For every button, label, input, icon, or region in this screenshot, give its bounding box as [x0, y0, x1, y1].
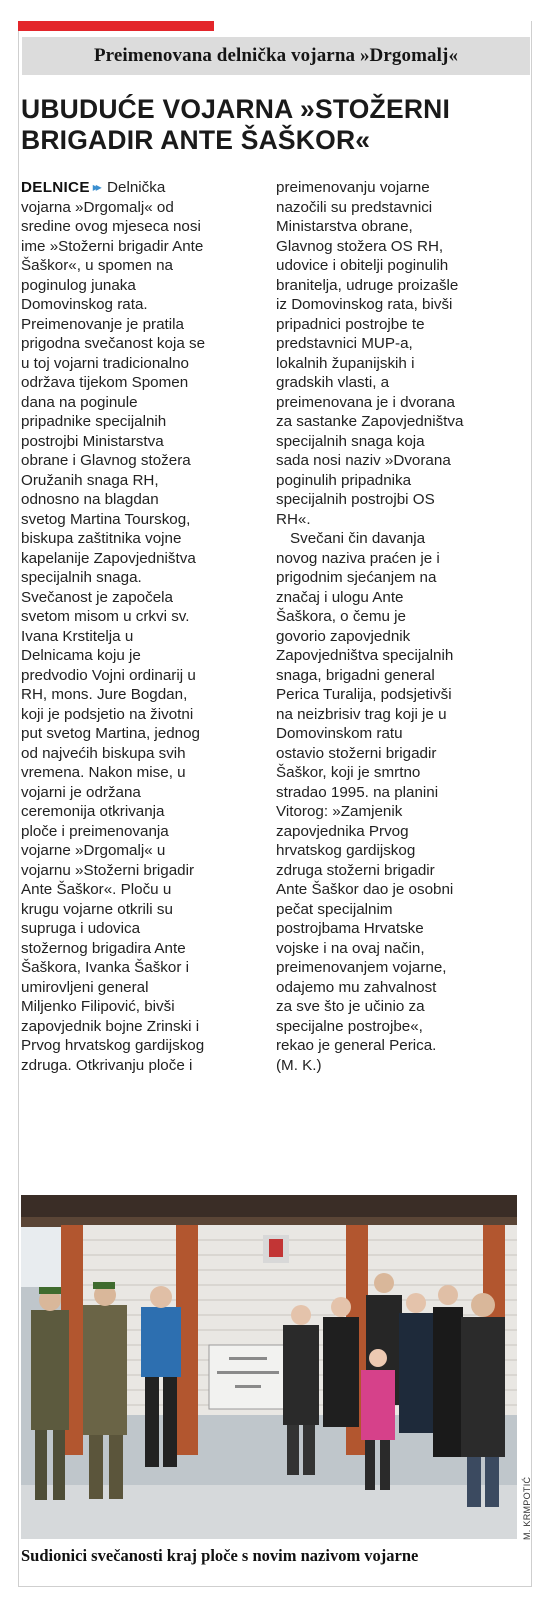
text-line: održava tijekom Spomen [21, 374, 189, 391]
text-line: Vitorog: »Zamjenik [276, 803, 403, 820]
text-line: odnosno na blagdan [21, 491, 159, 508]
text-line: prigodna svečanost koja se [21, 335, 206, 352]
text-line: postrojbi Ministarstva [21, 432, 164, 450]
text-line: specijalnih snaga. [21, 569, 142, 586]
first-line [21, 178, 261, 198]
text-line: Šaškora, o čemu je [276, 608, 406, 625]
text-line: predvodio Vojni ordinarij u [21, 666, 196, 684]
article-photo [21, 1195, 517, 1539]
text-line: vojske i na ovaj način, [276, 939, 425, 957]
text-line: RH«. [276, 510, 311, 528]
text-line: Šaškor«, u spomen na [21, 257, 173, 274]
text-line: sredine ovog mjeseca nosi [21, 218, 201, 235]
text-line: vojarne »Drgomalj« u [21, 842, 166, 859]
text-line: udovice i obitelji poginulih [276, 257, 449, 274]
text-line: Šaškor, koji je smrtno [276, 764, 421, 781]
text-line: Ivana Krstitelja u [21, 627, 134, 645]
text-line: preimenovanju vojarne [276, 179, 430, 196]
right-column-lines [276, 178, 526, 1075]
text-line: ostavio stožerni brigadir [276, 744, 437, 762]
dateline-arrow-icon: ▸▸ [92, 180, 99, 194]
text-line: svetom misom u crkvi sv. [21, 608, 190, 625]
text-line: Miljenko Filipović, bivši [21, 998, 175, 1015]
text-line: u toj vojarni tradicionalno [21, 354, 190, 372]
text-line: gradskih vlasti, a [276, 374, 390, 391]
dateline: DELNICE [21, 179, 90, 196]
text-line: Delnicama koju je [21, 647, 141, 664]
text-line: Svečanost je započela [21, 588, 173, 606]
text-line: branitelja, udruge proizašle [276, 276, 459, 294]
text-line: poginulih pripadnika [276, 471, 412, 489]
text-line: rekao je general Perica. [276, 1037, 437, 1054]
text-line: Domovinskom ratu [276, 725, 403, 742]
text-line: obrane i Glavnog stožera [21, 452, 191, 469]
section-accent-bar [18, 21, 214, 31]
text-line: nazočili su predstavnici [276, 198, 433, 216]
text-line: specijalnih snaga koja [276, 432, 425, 450]
article-column-right [276, 178, 526, 1075]
text-line: poginulog junaka [21, 276, 136, 294]
text-line: vojarnu »Stožerni brigadir [21, 861, 195, 879]
text-line: umirovljeni general [21, 978, 149, 996]
text-line: prigodnim sjećanjem na [276, 569, 437, 586]
text-line: vremena. Nakon mise, u [21, 764, 186, 781]
text-line: snaga, brigadni general [276, 666, 435, 684]
text-line: (M. K.) [276, 1056, 322, 1074]
kicker: Preimenovana delnička vojarna »Drgomalj« [22, 37, 530, 75]
text-line: postrojbama Hrvatske [276, 920, 424, 937]
text-line: Ante Šaškor«. Ploču u [21, 881, 172, 898]
text-line: ploče i preimenovanja [21, 822, 169, 840]
text-line: preimenovanjem vojarne, [276, 959, 447, 976]
text-line: RH, mons. Jure Bogdan, [21, 686, 188, 703]
text-line: stožernog brigadira Ante [21, 939, 186, 957]
text-line: Delnička [102, 179, 166, 196]
text-line: biskupa zaštitnika vojne [21, 530, 182, 547]
text-line: koji je podsjetio na životni [21, 705, 194, 723]
text-line: pripadnici postrojbe te [276, 315, 425, 333]
headline-line-2: BRIGADIR ANTE ŠAŠKOR« [21, 125, 371, 155]
text-line: specijalne postrojbe«, [276, 1017, 423, 1035]
text-line: sada nosi naziv »Dvorana [276, 452, 451, 469]
headline [21, 94, 531, 156]
text-line: kapelanije Zapovjedništva [21, 549, 196, 567]
text-line: supruga i udovica [21, 920, 141, 937]
text-line: zapovjednika Prvog [276, 822, 409, 840]
text-line: Domovinskog rata. [21, 296, 148, 313]
text-line: put svetog Martina, jednog [21, 725, 200, 742]
text-line: za sve što je učinio za [276, 998, 425, 1015]
text-line: Šaškora, Ivanka Šaškor i [21, 959, 189, 976]
text-line: preimenovana je i dvorana [276, 393, 455, 411]
text-line: značaj i ulogu Ante [276, 588, 404, 606]
text-line: na neizbrisiv trag koji je u [276, 705, 447, 723]
text-line: svetog Martina Tourskog, [21, 510, 191, 528]
text-line: ceremonija otkrivanja [21, 803, 165, 820]
text-line: Zapovjedništva specijalnih [276, 647, 454, 664]
text-line: hrvatskog gardijskog [276, 842, 416, 859]
text-line: Svečani čin davanja [290, 530, 426, 547]
text-line: odajemo mu zahvalnost [276, 978, 437, 996]
text-line: zdruga. Otkrivanju ploče i [21, 1056, 193, 1074]
text-line: novog naziva praćen je i [276, 549, 440, 567]
text-line: Preimenovanje je pratila [21, 315, 184, 333]
text-line: predstavnici MUP-a, [276, 335, 413, 352]
text-line: pripadnike specijalnih [21, 413, 167, 430]
text-line: lokalnih županijskih i [276, 354, 415, 372]
text-line: zapovjednik bojne Zrinski i [21, 1017, 200, 1035]
text-line: za sastanke Zapovjedništva [276, 413, 464, 430]
text-line: Glavnog stožera OS RH, [276, 237, 444, 255]
text-line: dana na poginule [21, 393, 138, 411]
text-line: od najvećih biskupa svih [21, 744, 186, 762]
text-line: stradao 1995. na planini [276, 783, 439, 801]
text-line: pečat specijalnim [276, 900, 393, 918]
photo-caption: Sudionici svečanosti kraj ploče s novim nazivom vojarne [21, 1546, 419, 1565]
text-line: ime »Stožerni brigadir Ante [21, 237, 204, 255]
headline-line-1: UBUDUĆE VOJARNA »STOŽERNI [21, 94, 451, 124]
text-line: zdruga stožerni brigadir [276, 861, 435, 879]
text-line: krugu vojarne otkrili su [21, 900, 173, 918]
left-column-lines [21, 198, 261, 1076]
text-line: Oružanih snaga RH, [21, 471, 159, 489]
photo-credit: M. KRMPOTIĆ [522, 1476, 532, 1540]
text-line: govorio zapovjednik [276, 627, 411, 645]
text-line: Prvog hrvatskog gardijskog [21, 1037, 205, 1054]
article-column-left [21, 178, 261, 1075]
text-line: Perica Turalija, podsjetivši [276, 686, 452, 703]
text-line: vojarna »Drgomalj« od [21, 198, 174, 216]
text-line: iz Domovinskog rata, bivši [276, 296, 453, 313]
text-line: Ministarstva obrane, [276, 218, 413, 235]
text-line: Ante Šaškor dao je osobni [276, 881, 454, 898]
text-line: specijalnih postrojbi OS [276, 491, 435, 508]
text-line: vojarni je održana [21, 783, 141, 801]
